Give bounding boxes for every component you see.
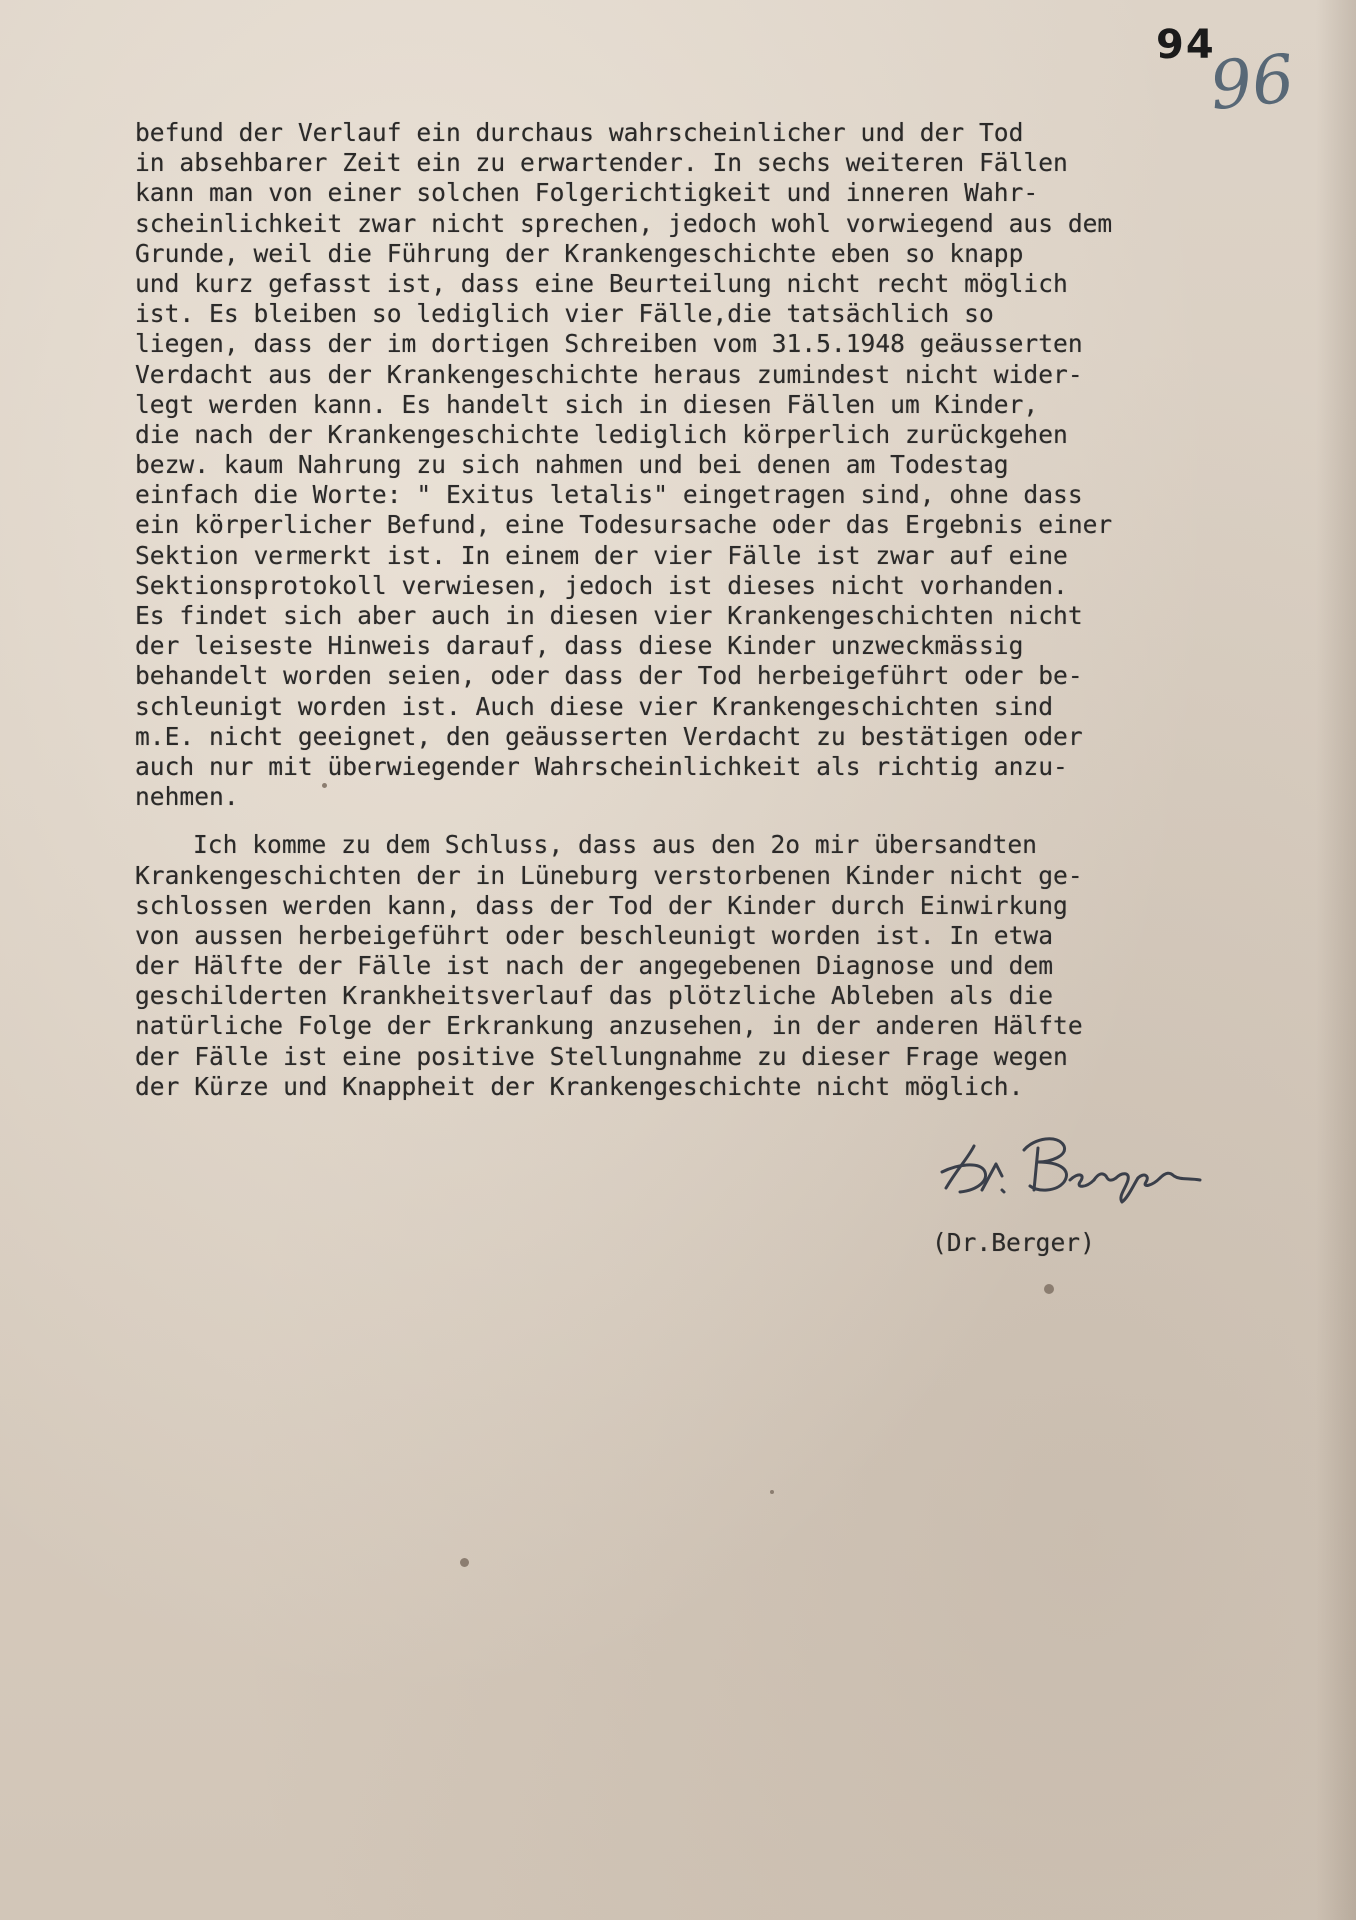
body-line: natürliche Folge der Erkrankung anzusehen, in der anderen Hälfte xyxy=(135,1011,1083,1041)
body-line: schlossen werden kann, dass der Tod der Kinder durch Einwirkung xyxy=(135,890,1068,920)
letter-body xyxy=(135,118,1345,1102)
body-line: ein körperlicher Befund, eine Todesursache oder das Ergebnis einer xyxy=(135,510,1113,540)
body-line: der Kürze und Knappheit der Krankengeschichte nicht möglich. xyxy=(135,1071,1024,1101)
body-line: kann man von einer solchen Folgerichtigkeit und inneren Wahr- xyxy=(135,178,1039,208)
body-line: Ich komme zu dem Schluss, dass aus den 2o mir übersandten xyxy=(193,830,1037,860)
body-line: auch nur mit überwiegender Wahrscheinlichkeit als richtig anzu- xyxy=(135,751,1068,781)
body-line: von aussen herbeigeführt oder beschleunigt worden ist. In etwa xyxy=(135,920,1054,950)
paper-spot xyxy=(322,783,327,788)
body-line: der Hälfte der Fälle ist nach der angegebenen Diagnose und dem xyxy=(135,951,1054,981)
paper-spot xyxy=(1044,1284,1054,1294)
body-line: Es findet sich aber auch in diesen vier Krankengeschichten nicht xyxy=(135,601,1083,630)
body-line: legt werden kann. Es handelt sich in diesen Fällen um Kinder, xyxy=(135,389,1039,419)
body-line: einfach die Worte: " Exitus letalis" eingetragen sind, ohne dass xyxy=(135,480,1083,510)
body-line: der Fälle ist eine positive Stellungnahme zu dieser Frage wegen xyxy=(135,1041,1068,1071)
body-line: der leiseste Hinweis darauf, dass diese Kinder unzweckmässig xyxy=(135,631,1024,661)
paper-spot xyxy=(770,1490,774,1494)
handwritten-signature xyxy=(938,1128,1218,1208)
body-line: liegen, dass der im dortigen Schreiben vom 31.5.1948 geäusserten xyxy=(135,329,1083,359)
body-line: behandelt worden seien, oder dass der Tod herbeigeführt oder be- xyxy=(135,661,1083,691)
body-line: m.E. nicht geeignet, den geäusserten Verdacht zu bestätigen oder xyxy=(135,721,1083,751)
body-line: ist. Es bleiben so lediglich vier Fälle,die tatsächlich so xyxy=(135,299,994,329)
body-line: in absehbarer Zeit ein zu erwartender. In sechs weiteren Fällen xyxy=(135,148,1068,178)
body-line: Verdacht aus der Krankengeschichte heraus zumindest nicht wider- xyxy=(135,359,1083,389)
body-line: nehmen. xyxy=(135,782,239,812)
body-line: Krankengeschichten der in Lüneburg verstorbenen Kinder nicht ge- xyxy=(135,860,1083,890)
body-line: befund der Verlauf ein durchaus wahrscheinlicher und der Tod xyxy=(135,118,1024,147)
archive-number: 96 xyxy=(1206,39,1298,126)
body-line: schleunigt worden ist. Auch diese vier Krankengeschichten sind xyxy=(135,691,1054,721)
body-line: und kurz gefasst ist, dass eine Beurteilung nicht recht möglich xyxy=(135,268,1068,298)
body-line: Sektionsprotokoll verwiesen, jedoch ist dieses nicht vorhanden. xyxy=(135,570,1068,600)
body-line: bezw. kaum Nahrung zu sich nahmen und bei denen am Todestag xyxy=(135,450,1009,480)
paragraph-gap xyxy=(135,812,1345,830)
body-line: geschilderten Krankheitsverlauf das plötzliche Ableben als die xyxy=(135,981,1054,1011)
body-line: Grunde, weil die Führung der Krankengeschichte eben so knapp xyxy=(135,238,1024,268)
paper-spot xyxy=(460,1558,469,1567)
typed-signer-name: (Dr.Berger) xyxy=(932,1228,1095,1257)
body-line: scheinlichkeit zwar nicht sprechen, jedoch wohl vorwiegend aus dem xyxy=(135,208,1113,238)
page-number: 94 xyxy=(1156,22,1216,68)
body-line: die nach der Krankengeschichte lediglich körperlich zurückgehen xyxy=(135,419,1068,449)
body-line: Sektion vermerkt ist. In einem der vier Fälle ist zwar auf eine xyxy=(135,540,1068,570)
